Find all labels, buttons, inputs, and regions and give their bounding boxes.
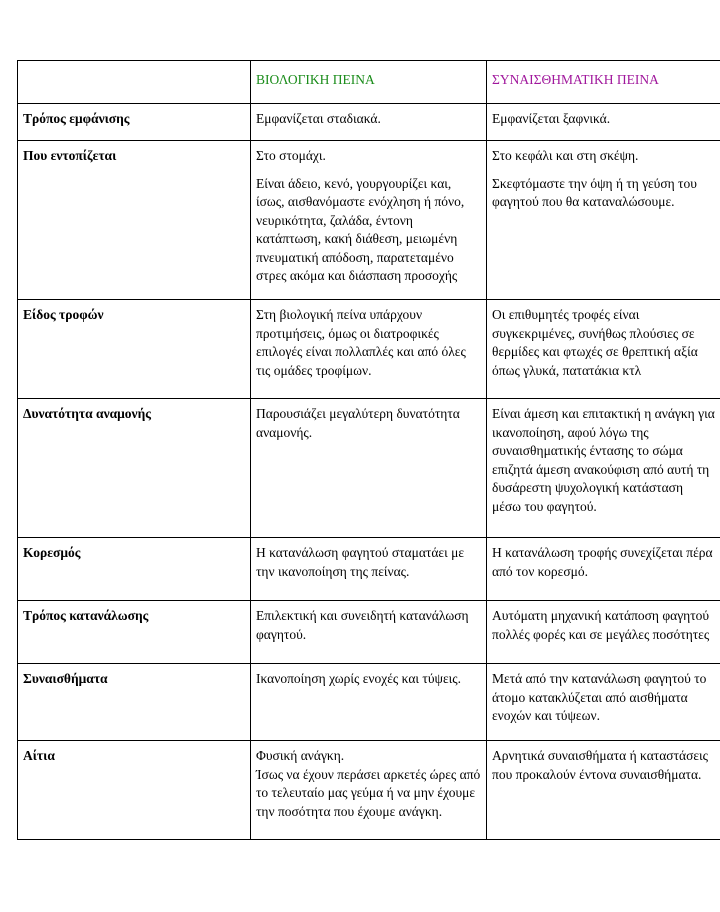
biological-cell-paragraph: Φυσική ανάγκη. xyxy=(256,748,345,763)
row-label: Κορεσμός xyxy=(18,538,251,601)
table-row xyxy=(18,601,720,664)
biological-cell: Παρουσιάζει μεγαλύτερη δυνατότητα αναμονής. xyxy=(251,399,487,538)
row-label: Είδος τροφών xyxy=(18,300,251,399)
table-header-row xyxy=(18,61,720,104)
biological-cell-paragraph: Ίσως να έχουν περάσει αρκετές ώρες από το τελευταίο μας γεύμα ή να μην έχουμε την ποσότητα που έχουμε ανάγκη. xyxy=(256,766,481,819)
table-row xyxy=(18,538,720,601)
biological-cell: Επιλεκτική και συνειδητή κατανάλωση φαγητού. xyxy=(251,601,487,664)
biological-cell-paragraph: Στο στομάχι. xyxy=(256,148,326,163)
emotional-cell-paragraph: Σκεφτόμαστε την όψη ή τη γεύση του φαγητού που θα καταναλώσουμε. xyxy=(492,175,697,209)
row-label: Που εντοπίζεται xyxy=(18,141,251,300)
table-row xyxy=(18,104,720,141)
biological-cell: Η κατανάλωση φαγητού σταματάει με την ικανοποίηση της πείνας. xyxy=(251,538,487,601)
emotional-cell-paragraph: Στο κεφάλι και στη σκέψη. xyxy=(492,148,639,163)
biological-cell: Στη βιολογική πείνα υπάρχουν προτιμήσεις, όμως οι διατροφικές επιλογές είναι πολλαπλές και από όλες τις ομάδες τροφίμων. xyxy=(251,300,487,399)
emotional-cell xyxy=(487,141,720,300)
emotional-cell: Είναι άμεση και επιτακτική η ανάγκη για ικανοποίηση, αφού λόγω της συναισθηματικής έντασης το σώμα επιζητά άμεση ανακούφιση από αυτή τη δυσάρεστη ψυχολογική κατάσταση μέσω του φαγητού. xyxy=(487,399,720,538)
header-biological-hunger: ΒΙΟΛΟΓΙΚΗ ΠΕΙΝΑ xyxy=(251,61,487,104)
row-label: Αίτια xyxy=(18,741,251,840)
biological-cell-paragraph: Είναι άδειο, κενό, γουργουρίζει και, ίσως, αισθανόμαστε ενόχληση ή πόνο, νευρικότητα, ζαλάδα, έντονη κατάπτωση, κακή διάθεση, μειωμένη πνευματική απόδοση, παρατεταμένο στρες ακόμα και διάσπαση προσοχής xyxy=(256,175,465,283)
emotional-cell: Αυτόματη μηχανική κατάποση φαγητού πολλές φορές και σε μεγάλες ποσότητες xyxy=(487,601,720,664)
table-row xyxy=(18,741,720,840)
emotional-cell: Οι επιθυμητές τροφές είναι συγκεκριμένες, συνήθως πλούσιες σε θερμίδες και φτωχές σε θρεπτική αξία όπως γλυκά, πατατάκια κτλ xyxy=(487,300,720,399)
biological-cell: Εμφανίζεται σταδιακά. xyxy=(251,104,487,141)
row-label: Τρόπος κατανάλωσης xyxy=(18,601,251,664)
biological-cell xyxy=(251,141,487,300)
biological-cell xyxy=(251,741,487,840)
emotional-cell: Η κατανάλωση τροφής συνεχίζεται πέρα από τον κορεσμό. xyxy=(487,538,720,601)
emotional-cell: Εμφανίζεται ξαφνικά. xyxy=(487,104,720,141)
row-label: Τρόπος εμφάνισης xyxy=(18,104,251,141)
table-row xyxy=(18,141,720,300)
emotional-cell: Μετά από την κατανάλωση φαγητού το άτομο κατακλύζεται από αισθήματα ενοχών και τύψεων. xyxy=(487,664,720,741)
row-label: Δυνατότητα αναμονής xyxy=(18,399,251,538)
biological-cell: Ικανοποίηση χωρίς ενοχές και τύψεις. xyxy=(251,664,487,741)
hunger-comparison-table xyxy=(17,60,720,840)
table-row xyxy=(18,399,720,538)
header-empty-cell xyxy=(18,61,251,104)
header-emotional-hunger: ΣΥΝΑΙΣΘΗΜΑΤΙΚΗ ΠΕΙΝΑ xyxy=(487,61,720,104)
table-row xyxy=(18,664,720,741)
row-label: Συναισθήματα xyxy=(18,664,251,741)
emotional-cell: Αρνητικά συναισθήματα ή καταστάσεις που προκαλούν έντονα συναισθήματα. xyxy=(487,741,720,840)
table-row xyxy=(18,300,720,399)
